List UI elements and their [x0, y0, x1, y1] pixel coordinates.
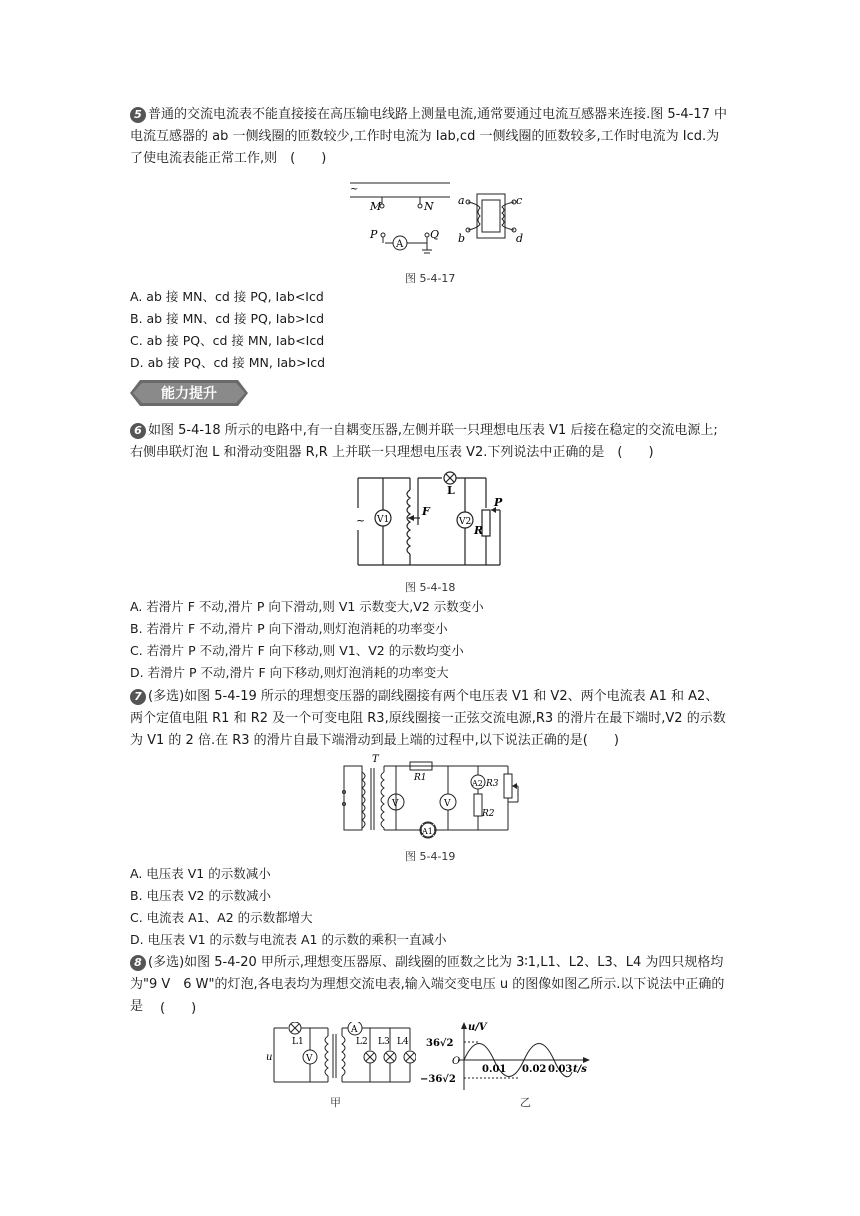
ac-symbol: ~ [350, 184, 359, 195]
option-c[interactable]: C. ab 接 PQ、cd 接 MN, Iab<Icd [130, 333, 325, 348]
figure-5-4-19 [338, 752, 528, 840]
figure-5-4-20-a [266, 1022, 416, 1088]
lamp-L-label: L [447, 484, 455, 497]
transformer-T-label: T [372, 754, 379, 765]
label-d: d [516, 232, 524, 245]
option-b[interactable]: B. 电压表 V2 的示数减小 [130, 888, 271, 903]
resistor-R3-label: R3 [486, 779, 499, 789]
x-tick-1: 0.01 [482, 1064, 507, 1075]
label-a: a [458, 194, 465, 207]
ac-symbol: ~ [356, 514, 366, 527]
question-stem: 普通的交流电流表不能直接接在高压输电线路上测量电流,通常要通过电流互感器来连接.图 5-4-17 中电流互感器的 ab 一侧线圈的匝数较少,工作时电流为 Iab,cd 一侧线圈的匝数较多,工作时电流为 Icd.为了使电流表能正常工作,则 ( ) [130, 107, 727, 166]
figure-caption: 图 5-4-19 [405, 850, 456, 863]
option-d[interactable]: D. ab 接 PQ、cd 接 MN, Iab>Icd [130, 355, 326, 370]
ammeter-a2-label: A2 [472, 779, 483, 788]
figure-a-caption: 甲 [330, 1096, 341, 1109]
section-banner [130, 378, 248, 408]
voltmeter-label: V [306, 1054, 313, 1064]
question-stem: (多选)如图 5-4-20 甲所示,理想变压器原、副线圈的匝数之比为 3∶1,L1、L2、L3、L4 为四只规格均为"9 V 6 W"的灯泡,各电表均为理想交流电表,输入端交变电压 u 的图像如图乙所示.以下说法中正确的是 [130, 955, 725, 1014]
question-5 [130, 104, 730, 170]
label-c: c [516, 194, 523, 207]
figure-5-4-18 [350, 470, 510, 570]
lamp-L3-label: L3 [378, 1037, 390, 1047]
option-b[interactable]: B. 若滑片 F 不动,滑片 P 向下滑动,则灯泡消耗的功率变小 [130, 621, 448, 636]
ammeter-label: A [351, 1025, 358, 1035]
question-number: 8 [130, 955, 146, 971]
option-a[interactable]: A. 电压表 V1 的示数减小 [130, 866, 271, 881]
question-stem: (多选)如图 5-4-19 所示的理想变压器的副线圈接有两个电压表 V1 和 V2、两个电流表 A1 和 A2、两个定值电阻 R1 和 R2 及一个可变电阻 R3,原线圈接一正弦交流电源,R3 的滑片在最下端时,V2 的示数为 V1 的 2 倍.在 R3 的滑片自最下端滑动到最上端的过程中,以下说法正确的是( ) [130, 689, 726, 748]
option-d[interactable]: D. 电压表 V1 的示数与电流表 A1 的示数的乘积一直减小 [130, 932, 447, 947]
option-b[interactable]: B. ab 接 MN、cd 接 PQ, Iab>Icd [130, 311, 325, 326]
answer-paren: ( ) [160, 1001, 197, 1016]
option-c[interactable]: C. 若滑片 P 不动,滑片 F 向下移动,则 V1、V2 的示数均变小 [130, 643, 464, 658]
section-banner-label: 能力提升 [161, 386, 217, 402]
voltmeter-2-label: V [444, 799, 451, 809]
voltmeter-v1-label: V1 [377, 515, 390, 525]
option-c[interactable]: C. 电流表 A1、A2 的示数都增大 [130, 910, 313, 925]
y-top-label: 36√2 [426, 1038, 454, 1049]
figure-b-caption: 乙 [520, 1096, 531, 1109]
question-6 [130, 420, 730, 464]
label-M: M [370, 200, 382, 213]
figure-caption: 图 5-4-18 [405, 581, 456, 594]
origin-label: O [452, 1056, 461, 1067]
lamp-L2-label: L2 [356, 1037, 368, 1047]
lamp-L1-label: L1 [292, 1037, 304, 1047]
figure-5-4-20-b-graph [418, 1020, 598, 1092]
option-d[interactable]: D. 若滑片 P 不动,滑片 F 向下移动,则灯泡消耗的功率变大 [130, 665, 449, 680]
lamp-L4-label: L4 [397, 1037, 409, 1047]
y-bottom-label: −36√2 [420, 1074, 456, 1085]
resistor-R-label: R [474, 524, 484, 537]
slider-P-label: P [494, 496, 503, 509]
resistor-R1-label: R1 [414, 773, 427, 783]
question-number: 7 [130, 689, 146, 705]
slider-F-label: F [422, 505, 430, 518]
label-u: u [266, 1052, 273, 1063]
figure-caption: 图 5-4-17 [405, 272, 456, 285]
ammeter-label: A [396, 239, 404, 250]
figure-5-4-17 [340, 180, 530, 260]
question-number: 5 [130, 107, 146, 123]
y-axis-label: u/V [468, 1022, 487, 1033]
x-tick-2: 0.02 [522, 1064, 547, 1075]
label-Q: Q [430, 228, 440, 241]
x-axis-label: t/s [573, 1064, 587, 1075]
voltmeter-1-label: V [392, 799, 399, 809]
option-a[interactable]: A. 若滑片 F 不动,滑片 P 向下滑动,则 V1 示数变大,V2 示数变小 [130, 599, 484, 614]
ammeter-a1-label: A1 [422, 827, 433, 836]
label-P: P [370, 228, 378, 241]
question-stem: 如图 5-4-18 所示的电路中,有一自耦变压器,左侧并联一只理想电压表 V1 后接在稳定的交流电源上;右侧串联灯泡 L 和滑动变阻器 R,R 上并联一只理想电压表 V2.下列说法中正确的是 ( ) [130, 423, 718, 460]
question-7 [130, 686, 730, 752]
label-N: N [424, 200, 434, 213]
voltmeter-v2-label: V2 [459, 517, 472, 527]
question-number: 6 [130, 423, 146, 439]
resistor-R2-label: R2 [482, 809, 495, 819]
option-a[interactable]: A. ab 接 MN、cd 接 PQ, Iab<Icd [130, 289, 324, 304]
label-b: b [458, 232, 466, 245]
x-tick-3: 0.03 [548, 1064, 573, 1075]
